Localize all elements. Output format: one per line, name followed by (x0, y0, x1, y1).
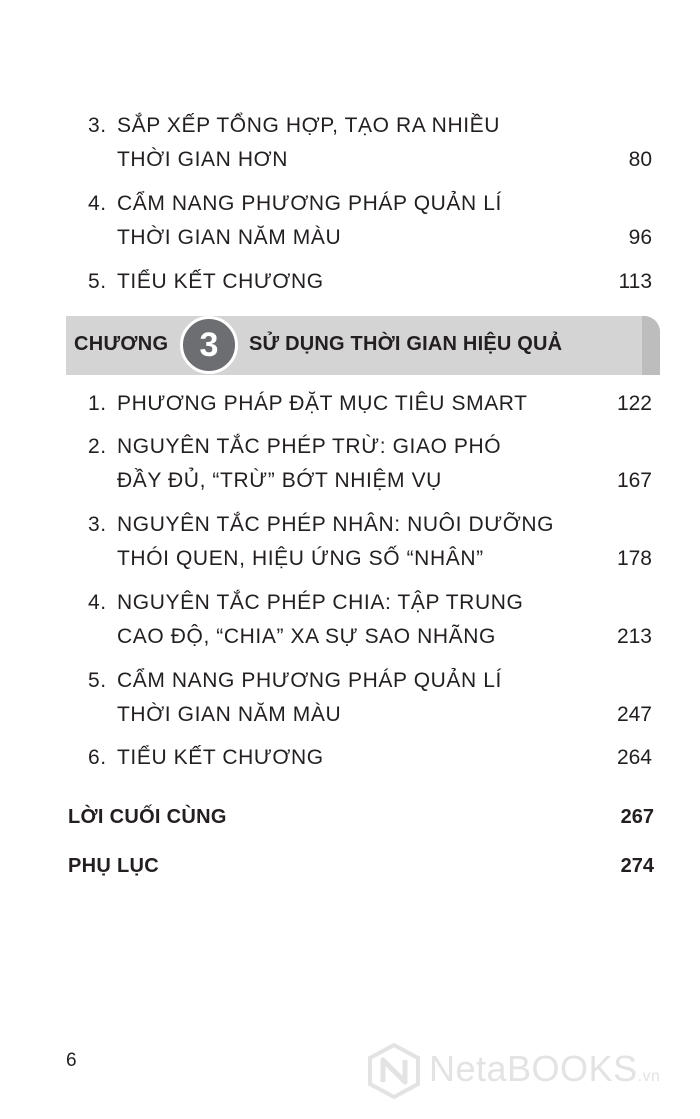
toc-entry (88, 187, 652, 255)
toc-entry (88, 508, 652, 576)
entry-page-number: 247 (616, 703, 652, 726)
toc-entry (88, 741, 652, 775)
entry-number: 4. (88, 591, 107, 614)
entry-title-line: NGUYÊN TẮC PHÉP TRỪ: GIAO PHÓ (117, 435, 502, 458)
entry-number: 2. (88, 435, 107, 458)
entry-title-line: THÓI QUEN, HIỆU ỨNG SỐ “NHÂN” (117, 547, 484, 570)
entry-title-line: TIỂU KẾT CHƯƠNG (117, 270, 324, 293)
toc-major-entry (68, 851, 654, 881)
entry-title-line: PHƯƠNG PHÁP ĐẶT MỤC TIÊU SMART (117, 392, 528, 415)
entry-page-number: 178 (616, 547, 652, 570)
netabooks-logo-icon (365, 1042, 423, 1100)
entry-page-number: 213 (616, 625, 652, 648)
toc-entry (88, 109, 652, 177)
entry-number: 6. (88, 746, 107, 769)
watermark-text: NetaBOOKS (429, 1048, 638, 1089)
entry-title-line: TIỂU KẾT CHƯƠNG (117, 746, 324, 769)
entry-page-number: 96 (628, 226, 652, 249)
toc-major-entry (68, 802, 654, 832)
entry-title-line: NGUYÊN TẮC PHÉP CHIA: TẬP TRUNG (117, 591, 524, 614)
entry-title-line: NGUYÊN TẮC PHÉP NHÂN: NUÔI DƯỠNG (117, 513, 555, 536)
entry-title-line: THỜI GIAN NĂM MÀU (117, 703, 342, 726)
entry-page-number: 80 (628, 148, 652, 171)
entry-number: 5. (88, 270, 107, 293)
major-entry-title: PHỤ LỤC (68, 855, 159, 877)
entry-page-number: 264 (616, 746, 652, 769)
major-entry-page-number: 267 (620, 806, 654, 828)
page-number: 6 (66, 1050, 77, 1071)
entry-title-line: ĐẦY ĐỦ, “TRỪ” BỚT NHIỆM VỤ (117, 469, 442, 492)
toc-entry (88, 430, 652, 498)
chapter-number-badge: 3 (180, 316, 238, 374)
entry-title-line: CẨM NANG PHƯƠNG PHÁP QUẢN LÍ (117, 192, 502, 215)
entry-number: 4. (88, 192, 107, 215)
chapter-header-shade (642, 316, 660, 375)
entry-number: 5. (88, 669, 107, 692)
entry-number: 3. (88, 114, 107, 137)
entry-title-line: CẨM NANG PHƯƠNG PHÁP QUẢN LÍ (117, 669, 502, 692)
toc-entry (88, 387, 652, 421)
entry-page-number: 122 (616, 392, 652, 415)
chapter-header (66, 316, 660, 375)
entry-number: 1. (88, 392, 107, 415)
major-entry-page-number: 274 (620, 855, 654, 877)
toc-entry (88, 265, 652, 299)
entry-page-number: 167 (616, 469, 652, 492)
watermark-suffix: .vn (637, 1068, 661, 1085)
chapter-title: SỬ DỤNG THỜI GIAN HIỆU QUẢ (249, 333, 563, 355)
chapter-label: CHƯƠNG (74, 333, 169, 355)
watermark (365, 1042, 695, 1102)
toc-entry (88, 664, 652, 732)
entry-title-line: THỜI GIAN HƠN (117, 148, 288, 171)
entry-title-line: CAO ĐỘ, “CHIA” XA SỰ SAO NHÃNG (117, 625, 496, 648)
entry-number: 3. (88, 513, 107, 536)
entry-title-line: THỜI GIAN NĂM MÀU (117, 226, 342, 249)
toc-entry (88, 586, 652, 654)
major-entry-title: LỜI CUỐI CÙNG (68, 806, 227, 828)
entry-page-number: 113 (618, 270, 652, 293)
entry-title-line: SẮP XẾP TỔNG HỢP, TẠO RA NHIỀU (117, 114, 501, 137)
